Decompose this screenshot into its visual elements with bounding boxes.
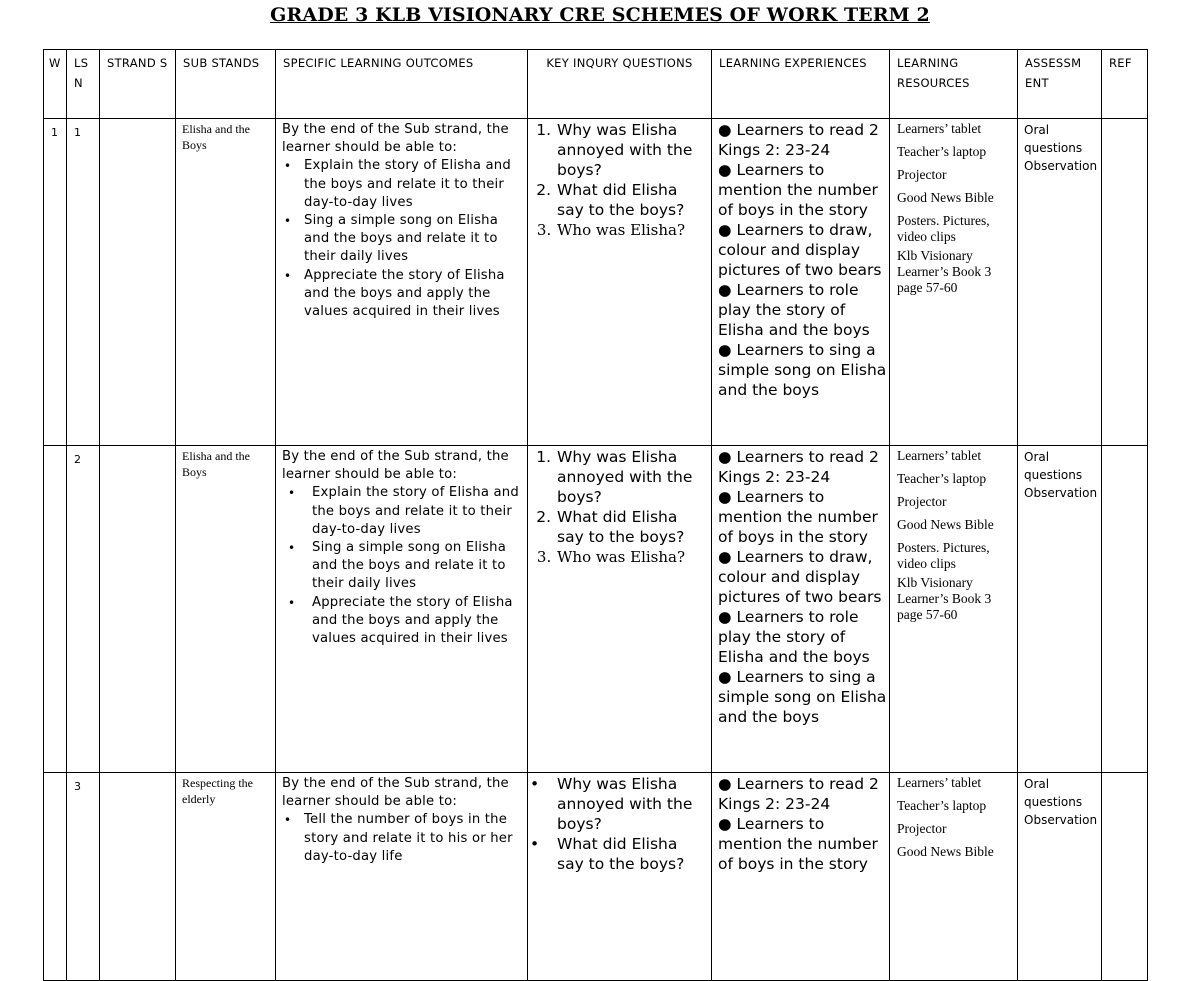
resource-item: Projector (897, 167, 947, 182)
assessment-cell: Oral questions Observation (1018, 119, 1102, 446)
experience-item: ● Learners to role play the story of Elisha and the boys (718, 281, 870, 339)
header-assessment: ASSESSM ENT (1018, 50, 1102, 119)
resource-item: Teacher’s laptop (897, 144, 987, 159)
ref-cell (1102, 446, 1148, 773)
experiences-cell (712, 446, 890, 773)
outcome-item: • Explain the story of Elisha and the boys and relate it to their day-to-day lives (304, 157, 524, 212)
resource-item: Learners’ tablet (897, 121, 982, 136)
outcomes-cell (276, 446, 528, 773)
experience-item: ● Learners to role play the story of Elisha and the boys (718, 608, 870, 666)
experience-item: ● Learners to read 2 Kings 2: 23-24 (718, 121, 879, 159)
substrand-cell: Respecting the elderly (176, 773, 276, 981)
outcome-item: • Explain the story of Elisha and the boys and relate it to their day-to-day lives (312, 484, 524, 539)
document-title: GRADE 3 KLB VISIONARY CRE SCHEMES OF WORK TERM 2 (270, 4, 930, 26)
outcomes-cell (276, 773, 528, 981)
header-strands: STRAND S (100, 50, 176, 119)
header-lesson: LS N (67, 50, 100, 119)
experience-item: ● Learners to sing a simple song on Elisha and the boys (718, 341, 887, 399)
resources-cell (890, 446, 1018, 773)
resource-item: Good News Bible (897, 190, 994, 205)
lesson-cell: 1 (67, 119, 100, 446)
experience-item: ● Learners to draw, colour and display pictures of two bears (718, 548, 882, 606)
question-item: • Why was Elisha annoyed with the boys? (556, 774, 709, 834)
substrand-cell: Elisha and the Boys (176, 119, 276, 446)
strand-cell (100, 119, 176, 446)
resource-item: Good News Bible (897, 844, 994, 859)
experience-item: ● Learners to mention the number of boys in the story (718, 488, 878, 546)
lesson-cell: 2 (67, 446, 100, 773)
header-sub-strands: SUB STANDS (176, 50, 276, 119)
question-item: 1. Why was Elisha annoyed with the boys? (556, 447, 709, 507)
questions-cell (528, 119, 712, 446)
experience-item: ● Learners to sing a simple song on Elisha and the boys (718, 668, 887, 726)
question-item: 2. What did Elisha say to the boys? (556, 507, 709, 547)
strand-cell (100, 773, 176, 981)
outcomes-intro: By the end of the Sub strand, the learner should be able to: (282, 122, 509, 156)
ref-cell (1102, 773, 1148, 981)
resource-item: Posters. Pictures, video clips (897, 213, 990, 244)
experience-item: ● Learners to mention the number of boys in the story (718, 161, 878, 219)
header-row (44, 50, 1148, 119)
header-ref: REF (1102, 50, 1148, 119)
resources-cell (890, 119, 1018, 446)
header-week: W (44, 50, 67, 119)
questions-cell (528, 446, 712, 773)
header-learning-experiences: LEARNING EXPERIENCES (712, 50, 890, 119)
header-specific-learning-outcomes: SPECIFIC LEARNING OUTCOMES (276, 50, 528, 119)
substrand-cell: Elisha and the Boys (176, 446, 276, 773)
question-item: • What did Elisha say to the boys? (556, 834, 709, 874)
outcome-item: • Sing a simple song on Elisha and the boys and relate it to their daily lives (312, 539, 524, 594)
outcome-item: • Tell the number of boys in the story and relate it to his or her day-to-day life (304, 811, 524, 866)
question-item: 1. Why was Elisha annoyed with the boys? (556, 120, 709, 180)
strand-cell (100, 446, 176, 773)
table-row (44, 119, 1148, 446)
lesson-cell: 3 (67, 773, 100, 981)
resource-item: Teacher’s laptop (897, 798, 987, 813)
outcomes-cell (276, 119, 528, 446)
week-cell: 1 (44, 119, 67, 446)
week-cell (44, 446, 67, 773)
outcomes-intro: By the end of the Sub strand, the learner should be able to: (282, 449, 509, 483)
resource-item: Projector (897, 821, 947, 836)
outcomes-intro: By the end of the Sub strand, the learner should be able to: (282, 776, 509, 810)
assessment-cell: Oral questions Observation (1018, 446, 1102, 773)
resource-item: Klb Visionary Learner’s Book 3 page 57-60 (897, 575, 992, 622)
experiences-cell (712, 119, 890, 446)
scheme-of-work-table (43, 49, 1148, 981)
resource-item: Teacher’s laptop (897, 471, 987, 486)
ref-cell (1102, 119, 1148, 446)
experiences-cell (712, 773, 890, 981)
resource-item: Learners’ tablet (897, 775, 982, 790)
resource-item: Projector (897, 494, 947, 509)
resource-item: Posters. Pictures, video clips (897, 540, 990, 571)
experience-item: ● Learners to draw, colour and display pictures of two bears (718, 221, 882, 279)
outcome-item: • Appreciate the story of Elisha and the boys and apply the values acquired in their lives (312, 594, 524, 649)
header-key-inquiry-questions: KEY INQURY QUESTIONS (528, 50, 712, 119)
resources-cell (890, 773, 1018, 981)
week-cell (44, 773, 67, 981)
experience-item: ● Learners to mention the number of boys in the story (718, 815, 878, 873)
assessment-cell: Oral questions Observation (1018, 773, 1102, 981)
table-row (44, 446, 1148, 773)
experience-item: ● Learners to read 2 Kings 2: 23-24 (718, 775, 879, 813)
questions-cell (528, 773, 712, 981)
resource-item: Good News Bible (897, 517, 994, 532)
outcome-item: • Appreciate the story of Elisha and the boys and apply the values acquired in their lives (304, 267, 524, 322)
table-row (44, 773, 1148, 981)
question-item: 2. What did Elisha say to the boys? (556, 180, 709, 220)
resource-item: Klb Visionary Learner’s Book 3 page 57-60 (897, 248, 992, 295)
experience-item: ● Learners to read 2 Kings 2: 23-24 (718, 448, 879, 486)
resource-item: Learners’ tablet (897, 448, 982, 463)
question-item: 3. Who was Elisha? (556, 547, 709, 567)
header-learning-resources: LEARNING RESOURCES (890, 50, 1018, 119)
question-item: 3. Who was Elisha? (556, 220, 709, 240)
outcome-item: • Sing a simple song on Elisha and the boys and relate it to their daily lives (304, 212, 524, 267)
